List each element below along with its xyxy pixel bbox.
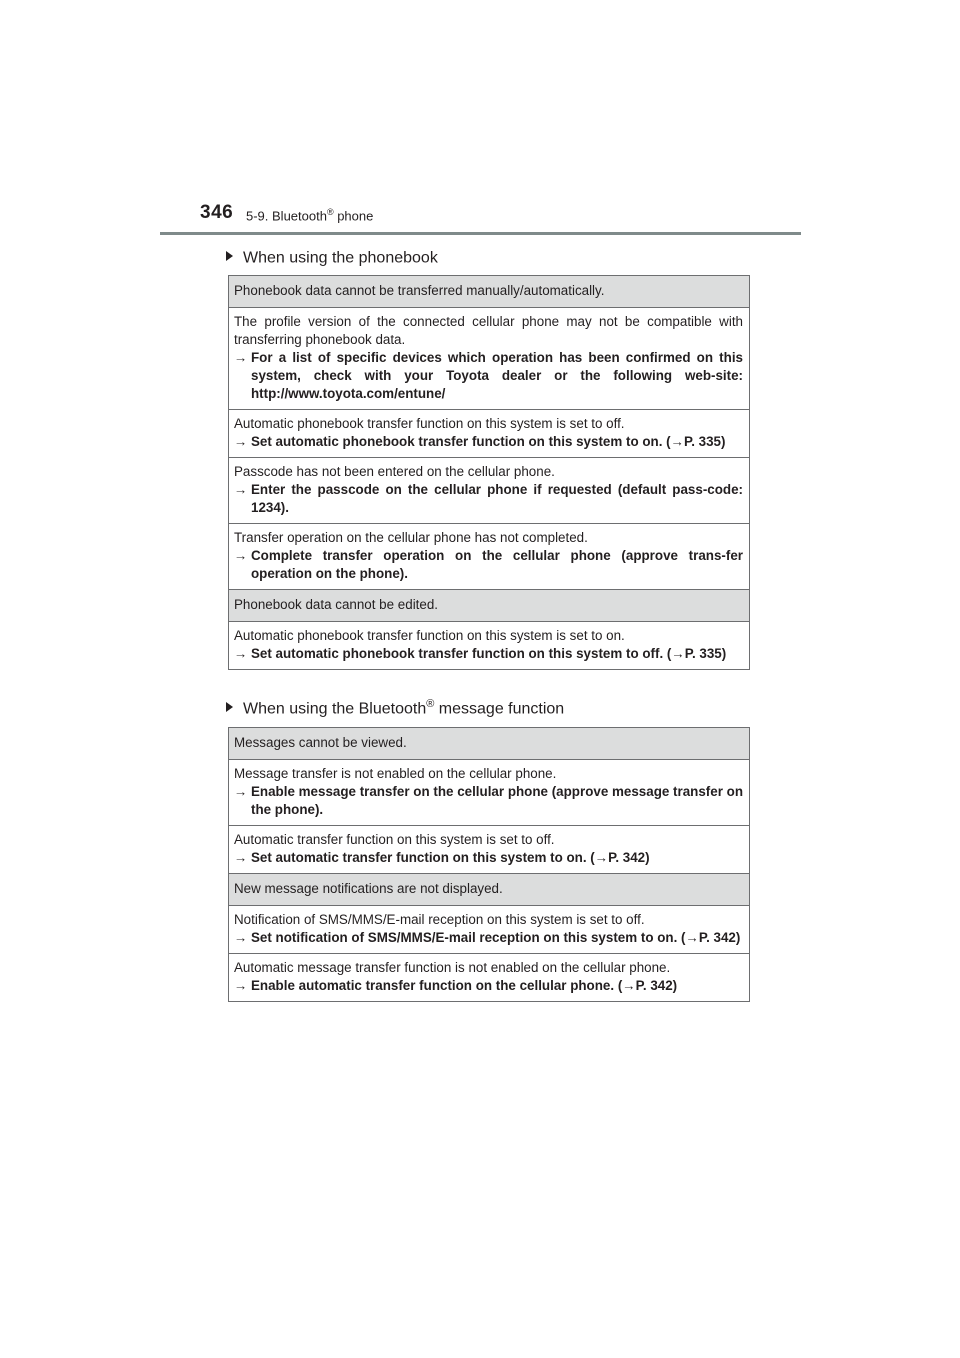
arrow-icon: → <box>622 978 636 993</box>
subheading-text: When using the phonebook <box>243 249 438 267</box>
remedy-text: For a list of specific devices which operation has been confirmed on this system, check with your Toyota dealer or the following web-site: http://www.toyota.com/entune/ <box>251 350 743 401</box>
remedy-text: Set automatic phonebook transfer function on this system to off. <box>251 646 664 661</box>
cause-row <box>229 524 750 590</box>
remedy-text: Set notification of SMS/MMS/E-mail reception on this system to on. <box>251 930 678 945</box>
arrow-icon: → <box>594 850 609 865</box>
remedy: → Set automatic phonebook transfer function on this system to on. (→P. 335) <box>234 434 726 449</box>
arrow-icon: → <box>234 646 248 661</box>
arrow-icon: → <box>234 930 248 945</box>
arrow-icon: → <box>234 548 248 563</box>
cause-text: Notification of SMS/MMS/E-mail reception on this system is set to off. <box>234 912 645 927</box>
remedy-text: Complete transfer operation on the cellular phone (approve trans-fer operation on the phone). <box>251 548 743 581</box>
arrow-icon: → <box>671 646 685 661</box>
symptom-text: Phonebook data cannot be edited. <box>234 597 439 612</box>
arrow-icon: → <box>685 930 699 945</box>
arrow-icon: → <box>234 482 248 497</box>
cause-row <box>229 410 750 458</box>
section-title-prefix: 5-9. Bluetooth <box>246 208 327 224</box>
remedy <box>234 783 743 819</box>
cause-text: Automatic message transfer function is not enabled on the cellular phone. <box>234 960 671 975</box>
arrow-icon: → <box>234 978 248 993</box>
cause-row <box>229 906 750 954</box>
subheading-message <box>226 694 564 719</box>
symptom-text: Phonebook data cannot be transferred manually/automatically. <box>234 283 605 298</box>
arrow-icon: → <box>234 434 248 449</box>
arrow-icon: → <box>670 434 685 449</box>
arrow-icon: → <box>234 350 248 365</box>
troubleshooting-table-message <box>228 727 750 1002</box>
page-reference: P. 342 <box>635 978 673 993</box>
remedy-text: Set automatic transfer function on this system to on. <box>251 850 587 865</box>
cause-text: The profile version of the connected cellular phone may not be compatible with transferring phonebook data. <box>234 314 743 347</box>
remedy-text: Enable automatic transfer function on the cellular phone. <box>251 978 615 993</box>
triangle-bullet-icon <box>226 251 233 261</box>
remedy: → Enable automatic transfer function on the cellular phone. (→P. 342) <box>234 978 678 993</box>
cause-row <box>229 622 750 670</box>
page-reference: P. 335 <box>684 646 722 661</box>
cause-text: Automatic phonebook transfer function on this system is set to on. <box>234 628 625 643</box>
section-title-suffix: phone <box>333 208 374 224</box>
subheading-phonebook <box>226 243 438 268</box>
cause-row <box>229 760 750 826</box>
troubleshooting-table-phonebook <box>228 275 750 670</box>
cause-row <box>229 954 750 1002</box>
remedy <box>234 547 743 583</box>
remedy-text: Enter the passcode on the cellular phone if requested (default pass-code: 1234). <box>251 482 743 515</box>
arrow-icon: → <box>234 784 248 799</box>
symptom-row <box>229 728 750 760</box>
remedy: → Set notification of SMS/MMS/E-mail reception on this system to on. (→P. 342) <box>234 930 741 945</box>
remedy-text: Enable message transfer on the cellular phone (approve message transfer on the phone). <box>251 784 743 817</box>
arrow-icon: → <box>234 850 248 865</box>
registered-mark: ® <box>326 207 334 217</box>
subheading-text: When using the Bluetooth® message function <box>243 698 565 718</box>
header-rule <box>160 232 801 235</box>
symptom-row <box>229 276 750 308</box>
triangle-bullet-icon <box>226 702 233 712</box>
page-number: 346 <box>200 202 234 223</box>
symptom-text: New message notifications are not displayed. <box>234 881 503 896</box>
remedy <box>234 349 743 403</box>
page-reference: P. 342 <box>698 930 736 945</box>
page-reference: P. 342 <box>608 850 646 865</box>
symptom-row <box>229 874 750 906</box>
remedy-text: Set automatic phonebook transfer function on this system to on. <box>251 434 663 449</box>
cause-row <box>229 458 750 524</box>
cause-row <box>229 308 750 410</box>
cause-text: Message transfer is not enabled on the cellular phone. <box>234 766 557 781</box>
remedy: → Set automatic transfer function on this system to on. (→P. 342) <box>234 850 650 865</box>
section-title <box>246 207 373 223</box>
cause-text: Automatic transfer function on this system is set to off. <box>234 832 555 847</box>
symptom-text: Messages cannot be viewed. <box>234 735 407 750</box>
remedy <box>234 481 743 517</box>
cause-text: Automatic phonebook transfer function on this system is set to off. <box>234 416 625 431</box>
remedy: → Set automatic phonebook transfer function on this system to off. (→P. 335) <box>234 646 727 661</box>
cause-row <box>229 826 750 874</box>
page-reference: P. 335 <box>684 434 722 449</box>
symptom-row <box>229 590 750 622</box>
cause-text: Passcode has not been entered on the cellular phone. <box>234 464 555 479</box>
cause-text: Transfer operation on the cellular phone has not completed. <box>234 530 588 545</box>
